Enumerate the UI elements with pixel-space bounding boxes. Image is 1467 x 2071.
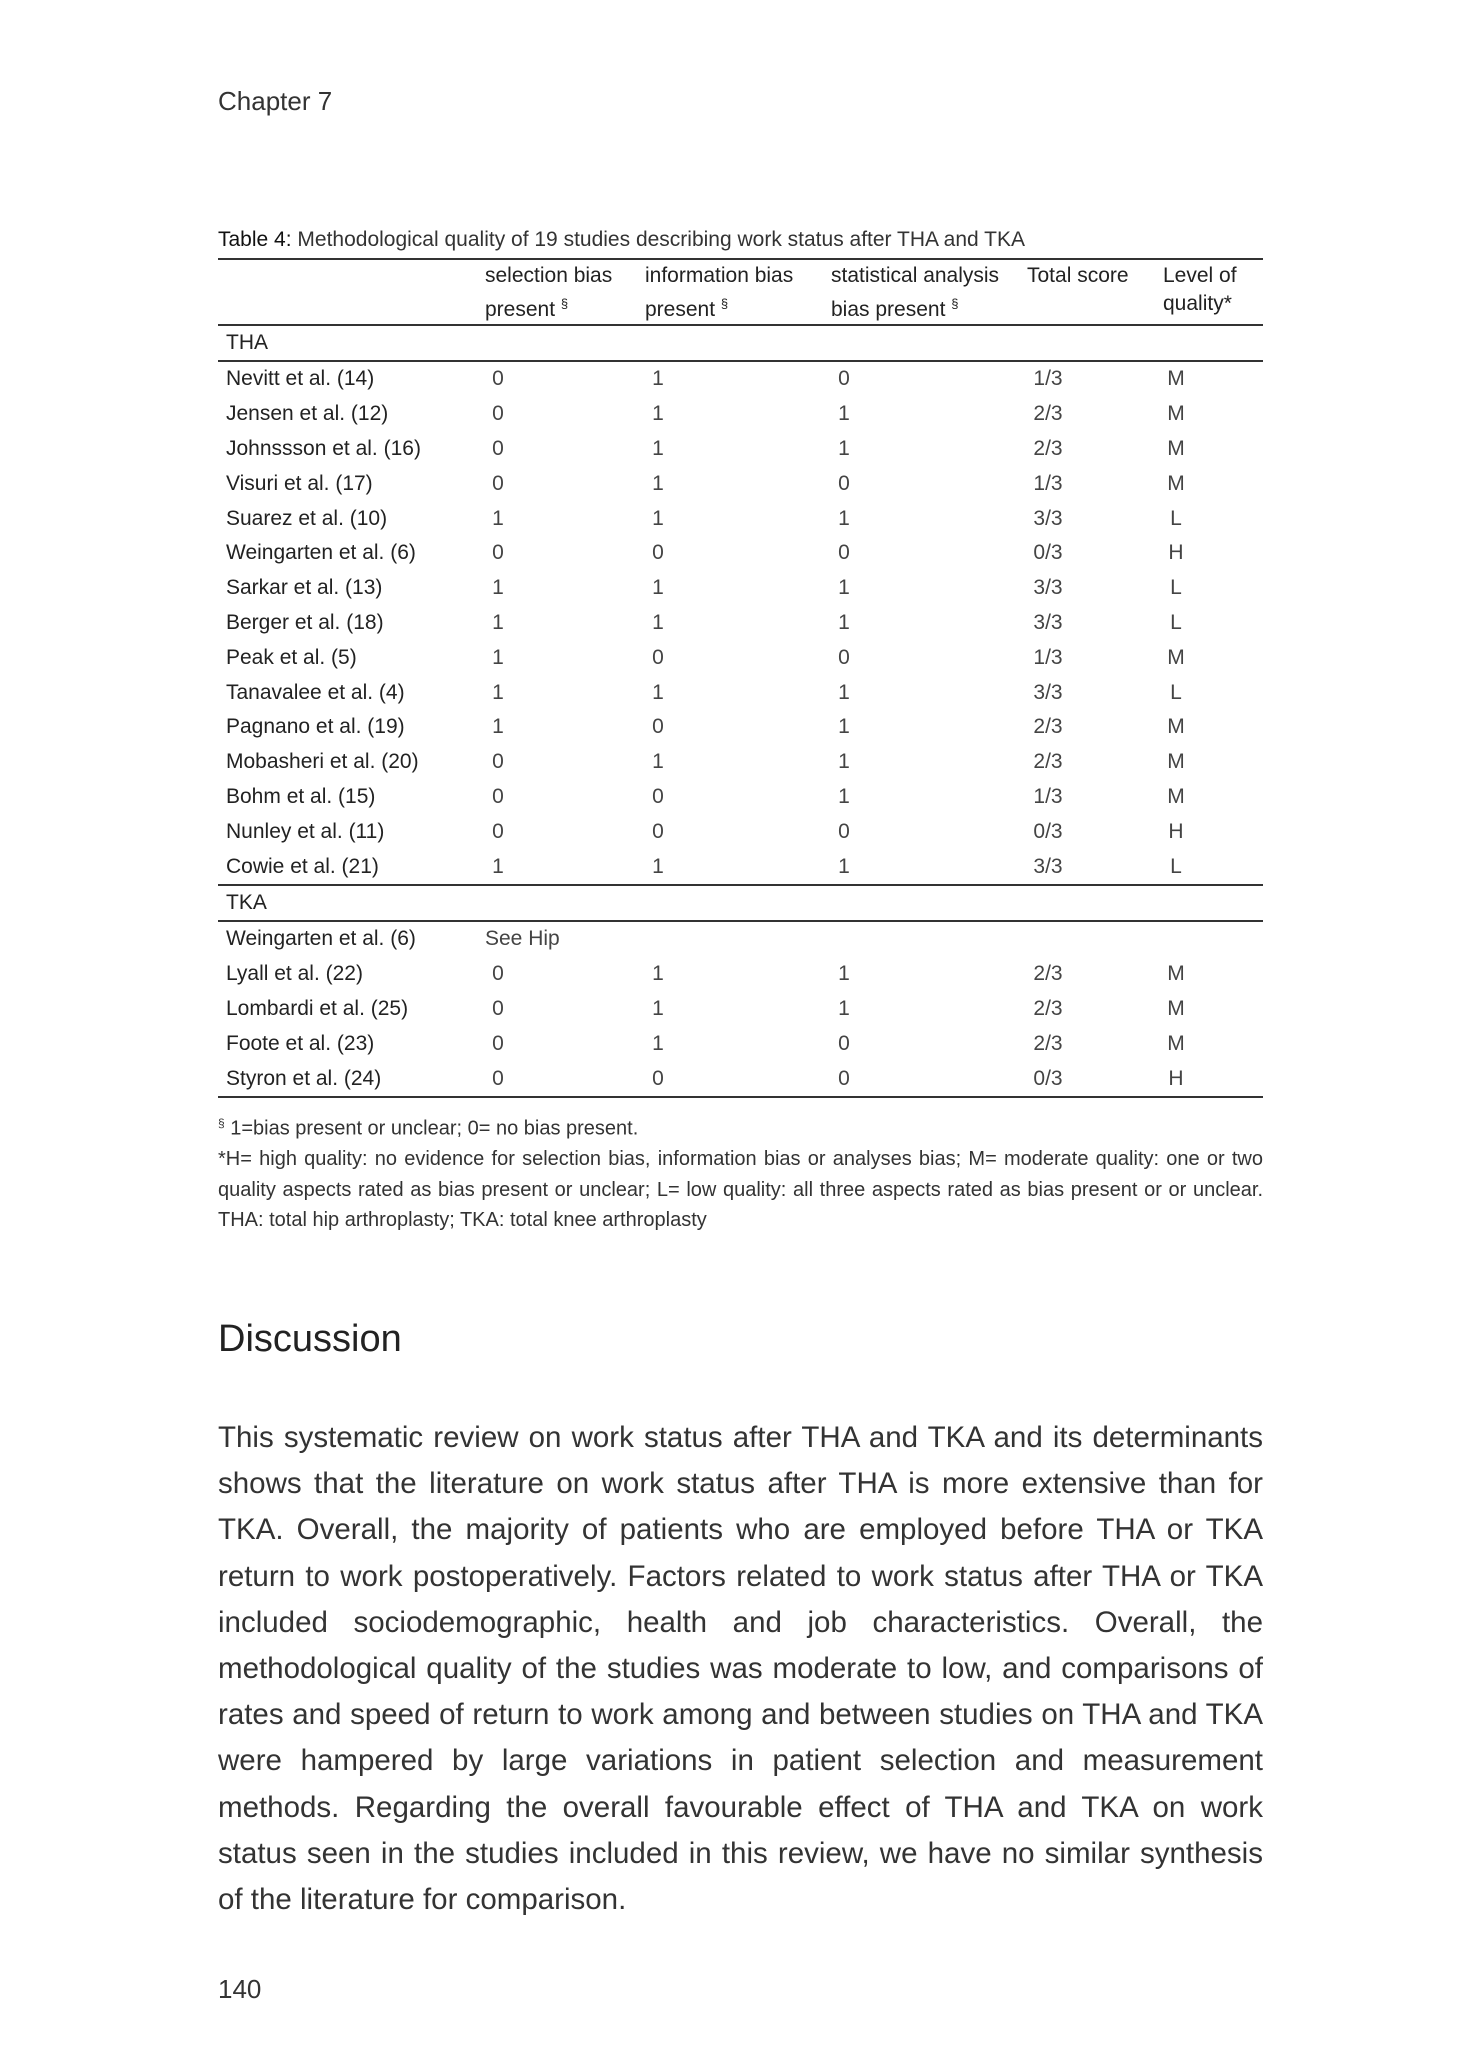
quality-level-cell-value: H (1168, 819, 1184, 843)
total-score-cell-value: 3/3 (1033, 506, 1063, 530)
statistical-bias-cell (831, 675, 1027, 710)
information-bias-cell-value: 0 (652, 541, 664, 565)
total-score-cell (1027, 780, 1163, 815)
information-bias-cell-value: 0 (652, 819, 664, 843)
selection-bias-cell-value: 1 (492, 715, 504, 739)
total-score-cell (1027, 675, 1163, 710)
information-bias-cell (645, 606, 831, 641)
information-bias-cell (645, 640, 831, 675)
statistical-bias-cell (831, 536, 1027, 571)
information-bias-cell-value: 1 (652, 962, 664, 986)
study-cell: Suarez et al. (10) (226, 506, 388, 530)
section-label: TKA (226, 890, 267, 914)
information-bias-cell-value: 0 (652, 1066, 664, 1090)
selection-bias-cell (485, 501, 645, 536)
statistical-bias-cell-value: 1 (838, 610, 850, 634)
quality-level-cell-value: L (1170, 506, 1182, 530)
study-cell: Mobasheri et al. (20) (226, 750, 419, 774)
header-cell-0 (218, 259, 485, 325)
quality-level-cell-value: L (1170, 854, 1182, 878)
study-cell: Nevitt et al. (14) (226, 367, 375, 391)
information-bias-cell-value: 1 (652, 367, 664, 391)
information-bias-cell (645, 432, 831, 467)
quality-level-cell-value: H (1168, 541, 1184, 565)
selection-bias-cell (485, 710, 645, 745)
quality-level-cell-value: M (1167, 996, 1185, 1020)
information-bias-cell (645, 361, 831, 397)
study-cell: Lyall et al. (22) (226, 962, 363, 986)
total-score-cell (1027, 606, 1163, 641)
total-score-cell (1027, 992, 1163, 1027)
quality-level-cell (1163, 849, 1263, 885)
information-bias-cell (645, 536, 831, 571)
total-score-cell-value: 2/3 (1033, 436, 1063, 460)
selection-bias-cell (485, 640, 645, 675)
header-line-1: statistical analysis (831, 264, 1000, 287)
total-score-cell (1027, 466, 1163, 501)
selection-bias-cell-value: 0 (492, 436, 504, 460)
study-cell: Johnssson et al. (16) (226, 436, 421, 460)
total-score-cell (1027, 1061, 1163, 1097)
information-bias-cell (645, 814, 831, 849)
quality-level-cell-value: M (1167, 715, 1185, 739)
study-cell: Foote et al. (23) (226, 1031, 375, 1055)
information-bias-cell-value: 0 (652, 645, 664, 669)
header-cell-3 (831, 259, 1027, 325)
total-score-cell-value: 3/3 (1033, 610, 1063, 634)
total-score-cell-value: 2/3 (1033, 996, 1063, 1020)
quality-level-cell (1163, 361, 1263, 397)
selection-bias-cell (485, 1061, 645, 1097)
study-cell: Berger et al. (18) (226, 610, 384, 634)
quality-level-cell (1163, 571, 1263, 606)
selection-bias-cell (485, 675, 645, 710)
total-score-cell (1027, 501, 1163, 536)
information-bias-cell-value: 1 (652, 436, 664, 460)
total-score-cell-value: 0/3 (1033, 819, 1063, 843)
header-footnote-mark: § (720, 296, 729, 311)
quality-level-cell (1163, 1061, 1263, 1097)
total-score-cell-value: 1/3 (1033, 645, 1063, 669)
quality-level-cell (1163, 780, 1263, 815)
table-row (218, 1026, 1263, 1061)
header-footnote-mark: § (951, 296, 959, 311)
information-bias-cell (645, 397, 831, 432)
statistical-bias-cell (831, 992, 1027, 1027)
total-score-cell-value: 1/3 (1033, 471, 1063, 495)
quality-level-cell (1163, 432, 1263, 467)
study-cell: Pagnano et al. (19) (226, 715, 405, 739)
information-bias-cell (645, 957, 831, 992)
table-row (218, 780, 1263, 815)
table-row (218, 466, 1263, 501)
information-bias-cell (645, 849, 831, 885)
selection-bias-cell (485, 606, 645, 641)
header-line-2: present (485, 298, 561, 321)
information-bias-cell (645, 992, 831, 1027)
total-score-cell-value: 2/3 (1033, 962, 1063, 986)
statistical-bias-cell-value: 1 (838, 750, 850, 774)
statistical-bias-cell (831, 501, 1027, 536)
total-score-cell-value: 1/3 (1033, 784, 1063, 808)
information-bias-cell-value: 1 (652, 1031, 664, 1055)
total-score-cell-value: 2/3 (1033, 715, 1063, 739)
statistical-bias-cell (831, 571, 1027, 606)
total-score-cell (1027, 536, 1163, 571)
header-line-1: Total score (1027, 264, 1129, 287)
statistical-bias-cell (831, 710, 1027, 745)
information-bias-cell (645, 710, 831, 745)
selection-bias-cell-value: 0 (492, 1031, 504, 1055)
quality-level-cell-value: L (1170, 610, 1182, 634)
selection-bias-cell (485, 397, 645, 432)
see-hip-note: See Hip (485, 927, 560, 951)
quality-level-cell-value: M (1167, 645, 1185, 669)
information-bias-cell-value: 1 (652, 402, 664, 426)
total-score-cell (1027, 957, 1163, 992)
information-bias-cell (645, 466, 831, 501)
statistical-bias-cell (831, 957, 1027, 992)
quality-level-cell (1163, 536, 1263, 571)
quality-level-cell-value: M (1167, 962, 1185, 986)
selection-bias-cell-value: 0 (492, 541, 504, 565)
selection-bias-cell-value: 1 (492, 680, 504, 704)
footnote-1-text: 1=bias present or unclear; 0= no bias present. (224, 1117, 639, 1140)
table-row (218, 849, 1263, 885)
total-score-cell (1027, 1026, 1163, 1061)
table-row (218, 536, 1263, 571)
quality-level-cell (1163, 745, 1263, 780)
statistical-bias-cell-value: 1 (838, 784, 850, 808)
information-bias-cell (645, 501, 831, 536)
study-cell: Weingarten et al. (6) (226, 927, 416, 951)
information-bias-cell-value: 1 (652, 996, 664, 1020)
table-caption-label: Table 4: (218, 228, 292, 251)
quality-table-block (218, 228, 1263, 1236)
quality-level-cell (1163, 606, 1263, 641)
table-row (218, 992, 1263, 1027)
table-row (218, 745, 1263, 780)
header-line-2: quality* (1163, 292, 1232, 315)
quality-level-cell (1163, 957, 1263, 992)
total-score-cell-value: 0/3 (1033, 541, 1063, 565)
information-bias-cell-value: 0 (652, 715, 664, 739)
table-row (218, 710, 1263, 745)
table-footnotes (218, 1108, 1263, 1236)
total-score-cell (1027, 745, 1163, 780)
statistical-bias-cell (831, 361, 1027, 397)
header-line-1: information bias (645, 264, 794, 287)
statistical-bias-cell (831, 397, 1027, 432)
section-row-tka (218, 885, 1263, 921)
selection-bias-cell (485, 571, 645, 606)
total-score-cell-value: 2/3 (1033, 750, 1063, 774)
statistical-bias-cell (831, 432, 1027, 467)
selection-bias-cell (485, 849, 645, 885)
quality-level-cell (1163, 675, 1263, 710)
study-cell: Nunley et al. (11) (226, 819, 385, 843)
information-bias-cell-value: 1 (652, 471, 664, 495)
quality-level-cell-value: M (1167, 1031, 1185, 1055)
study-cell: Weingarten et al. (6) (226, 541, 416, 565)
quality-level-cell-value: M (1167, 402, 1185, 426)
quality-level-cell (1163, 640, 1263, 675)
selection-bias-cell (485, 466, 645, 501)
quality-level-cell-value: L (1170, 680, 1182, 704)
statistical-bias-cell-value: 1 (838, 962, 850, 986)
table-row (218, 675, 1263, 710)
total-score-cell (1027, 397, 1163, 432)
total-score-cell-value: 0/3 (1033, 1066, 1063, 1090)
statistical-bias-cell-value: 1 (838, 715, 850, 739)
statistical-bias-cell-value: 0 (838, 1066, 850, 1090)
statistical-bias-cell-value: 0 (838, 541, 850, 565)
statistical-bias-cell (831, 466, 1027, 501)
table-row (218, 432, 1263, 467)
quality-level-cell-value: M (1167, 367, 1185, 391)
selection-bias-cell (485, 432, 645, 467)
table-row (218, 640, 1263, 675)
quality-level-cell-value: M (1167, 750, 1185, 774)
information-bias-cell (645, 780, 831, 815)
selection-bias-cell-value: 1 (492, 610, 504, 634)
discussion-paragraph: This systematic review on work status after THA and TKA and its determinants shows that the literature on work status after THA is more extensive than for TKA. Overall, the majority of patients who are employed before THA or TKA return to work postoperatively. Factors related to work status after THA or TKA included sociodemographic, health and job characteristics. Overall, the methodological quality of the studies was moderate to low, and comparisons of rates and speed of return to work among and between studies on THA and TKA were hampered by large variations in patient selection and measurement methods. Regarding the overall favourable effect of THA and TKA on work status seen in the studies included in this review, we have no similar synthesis of the literature for comparison. (218, 1421, 1263, 1917)
statistical-bias-cell-value: 1 (838, 996, 850, 1020)
information-bias-cell-value: 1 (652, 750, 664, 774)
statistical-bias-cell (831, 606, 1027, 641)
total-score-cell-value: 3/3 (1033, 680, 1063, 704)
selection-bias-cell (485, 361, 645, 397)
page-number: 140 (218, 1974, 262, 2004)
study-cell: Peak et al. (5) (226, 645, 357, 669)
footnote-mark: § (218, 1115, 225, 1130)
table-row-see-hip (218, 921, 1263, 957)
selection-bias-cell-value: 0 (492, 819, 504, 843)
selection-bias-cell-value: 0 (492, 784, 504, 808)
selection-bias-cell-value: 1 (492, 645, 504, 669)
study-cell: Bohm et al. (15) (226, 784, 376, 808)
quality-level-cell (1163, 992, 1263, 1027)
selection-bias-cell (485, 992, 645, 1027)
statistical-bias-cell-value: 0 (838, 1031, 850, 1055)
information-bias-cell-value: 1 (652, 680, 664, 704)
table-row (218, 957, 1263, 992)
selection-bias-cell-value: 1 (492, 854, 504, 878)
statistical-bias-cell-value: 1 (838, 506, 850, 530)
statistical-bias-cell-value: 0 (838, 367, 850, 391)
quality-level-cell-value: M (1167, 784, 1185, 808)
header-cell-1 (485, 259, 645, 325)
statistical-bias-cell-value: 0 (838, 645, 850, 669)
table-row (218, 814, 1263, 849)
selection-bias-cell-value: 0 (492, 962, 504, 986)
table-header-row (218, 259, 1263, 325)
quality-level-cell (1163, 814, 1263, 849)
total-score-cell (1027, 640, 1163, 675)
header-line-1: Level of (1163, 264, 1237, 287)
selection-bias-cell-value: 1 (492, 506, 504, 530)
table-header (218, 259, 1263, 325)
footnote-bias-definition (218, 1108, 1263, 1144)
total-score-cell-value: 2/3 (1033, 402, 1063, 426)
header-line-2: present (645, 298, 721, 321)
statistical-bias-cell-value: 0 (838, 471, 850, 495)
statistical-bias-cell-value: 1 (838, 436, 850, 460)
quality-level-cell-value: H (1168, 1066, 1184, 1090)
selection-bias-cell-value: 0 (492, 402, 504, 426)
information-bias-cell-value: 1 (652, 854, 664, 878)
table-row (218, 606, 1263, 641)
statistical-bias-cell (831, 1061, 1027, 1097)
selection-bias-cell-value: 0 (492, 367, 504, 391)
total-score-cell (1027, 710, 1163, 745)
statistical-bias-cell-value: 1 (838, 680, 850, 704)
table-caption (218, 228, 1263, 252)
table-row (218, 397, 1263, 432)
methodological-quality-table (218, 258, 1263, 1098)
header-line-1: selection bias (485, 264, 613, 287)
information-bias-cell (645, 675, 831, 710)
running-head: Chapter 7 (218, 86, 333, 116)
header-cell-5 (1163, 259, 1263, 325)
total-score-cell-value: 3/3 (1033, 576, 1063, 600)
study-cell: Lombardi et al. (25) (226, 996, 409, 1020)
section-label: THA (226, 331, 268, 354)
information-bias-cell (645, 745, 831, 780)
selection-bias-cell (485, 536, 645, 571)
header-cell-4 (1027, 259, 1163, 325)
selection-bias-cell (485, 745, 645, 780)
total-score-cell-value: 3/3 (1033, 854, 1063, 878)
quality-level-cell (1163, 1026, 1263, 1061)
study-cell: Styron et al. (24) (226, 1066, 382, 1090)
quality-level-cell (1163, 466, 1263, 501)
selection-bias-cell (485, 1026, 645, 1061)
information-bias-cell-value: 1 (652, 576, 664, 600)
statistical-bias-cell (831, 640, 1027, 675)
information-bias-cell (645, 1061, 831, 1097)
selection-bias-cell-value: 0 (492, 471, 504, 495)
statistical-bias-cell (831, 849, 1027, 885)
statistical-bias-cell (831, 745, 1027, 780)
information-bias-cell-value: 1 (652, 506, 664, 530)
selection-bias-cell (485, 780, 645, 815)
footnote-quality-definition: *H= high quality: no evidence for selection bias, information bias or analyses bias; M= moderate quality: one or two quality aspects rated as bias present or unclear; L= low quality: all three aspects rated as bias present or or unclear. THA: total hip arthroplasty; TKA: total knee arthroplasty (218, 1148, 1263, 1232)
statistical-bias-cell-value: 1 (838, 854, 850, 878)
quality-level-cell (1163, 710, 1263, 745)
statistical-bias-cell (831, 814, 1027, 849)
section-title-discussion: Discussion (218, 1318, 402, 1360)
table-body (218, 325, 1263, 1097)
information-bias-cell-value: 0 (652, 784, 664, 808)
quality-level-cell (1163, 397, 1263, 432)
statistical-bias-cell-value: 0 (838, 819, 850, 843)
study-cell: Sarkar et al. (13) (226, 576, 383, 600)
selection-bias-cell-value: 0 (492, 996, 504, 1020)
study-cell: Visuri et al. (17) (226, 471, 373, 495)
table-row (218, 501, 1263, 536)
total-score-cell (1027, 814, 1163, 849)
quality-level-cell (1163, 501, 1263, 536)
total-score-cell (1027, 571, 1163, 606)
total-score-cell (1027, 361, 1163, 397)
statistical-bias-cell-value: 1 (838, 402, 850, 426)
header-footnote-mark: § (560, 296, 569, 311)
table-caption-text: Methodological quality of 19 studies describing work status after THA and TKA (291, 228, 1026, 251)
header-line-2: bias present (831, 298, 952, 321)
information-bias-cell (645, 571, 831, 606)
statistical-bias-cell-value: 1 (838, 576, 850, 600)
quality-level-cell-value: L (1170, 576, 1182, 600)
total-score-cell (1027, 432, 1163, 467)
statistical-bias-cell (831, 1026, 1027, 1061)
selection-bias-cell (485, 957, 645, 992)
table-row (218, 1061, 1263, 1097)
selection-bias-cell-value: 0 (492, 1066, 504, 1090)
study-cell: Tanavalee et al. (4) (226, 680, 405, 704)
header-cell-2 (645, 259, 831, 325)
selection-bias-cell (485, 814, 645, 849)
quality-level-cell-value: M (1167, 471, 1185, 495)
statistical-bias-cell (831, 780, 1027, 815)
total-score-cell-value: 2/3 (1033, 1031, 1063, 1055)
total-score-cell-value: 1/3 (1033, 367, 1063, 391)
information-bias-cell-value: 1 (652, 610, 664, 634)
study-cell: Cowie et al. (21) (226, 854, 379, 878)
selection-bias-cell-value: 1 (492, 576, 504, 600)
section-row-tha (218, 325, 1263, 361)
study-cell: Jensen et al. (12) (226, 402, 389, 426)
table-row (218, 361, 1263, 397)
quality-level-cell-value: M (1167, 436, 1185, 460)
total-score-cell (1027, 849, 1163, 885)
information-bias-cell (645, 1026, 831, 1061)
table-row (218, 571, 1263, 606)
selection-bias-cell-value: 0 (492, 750, 504, 774)
